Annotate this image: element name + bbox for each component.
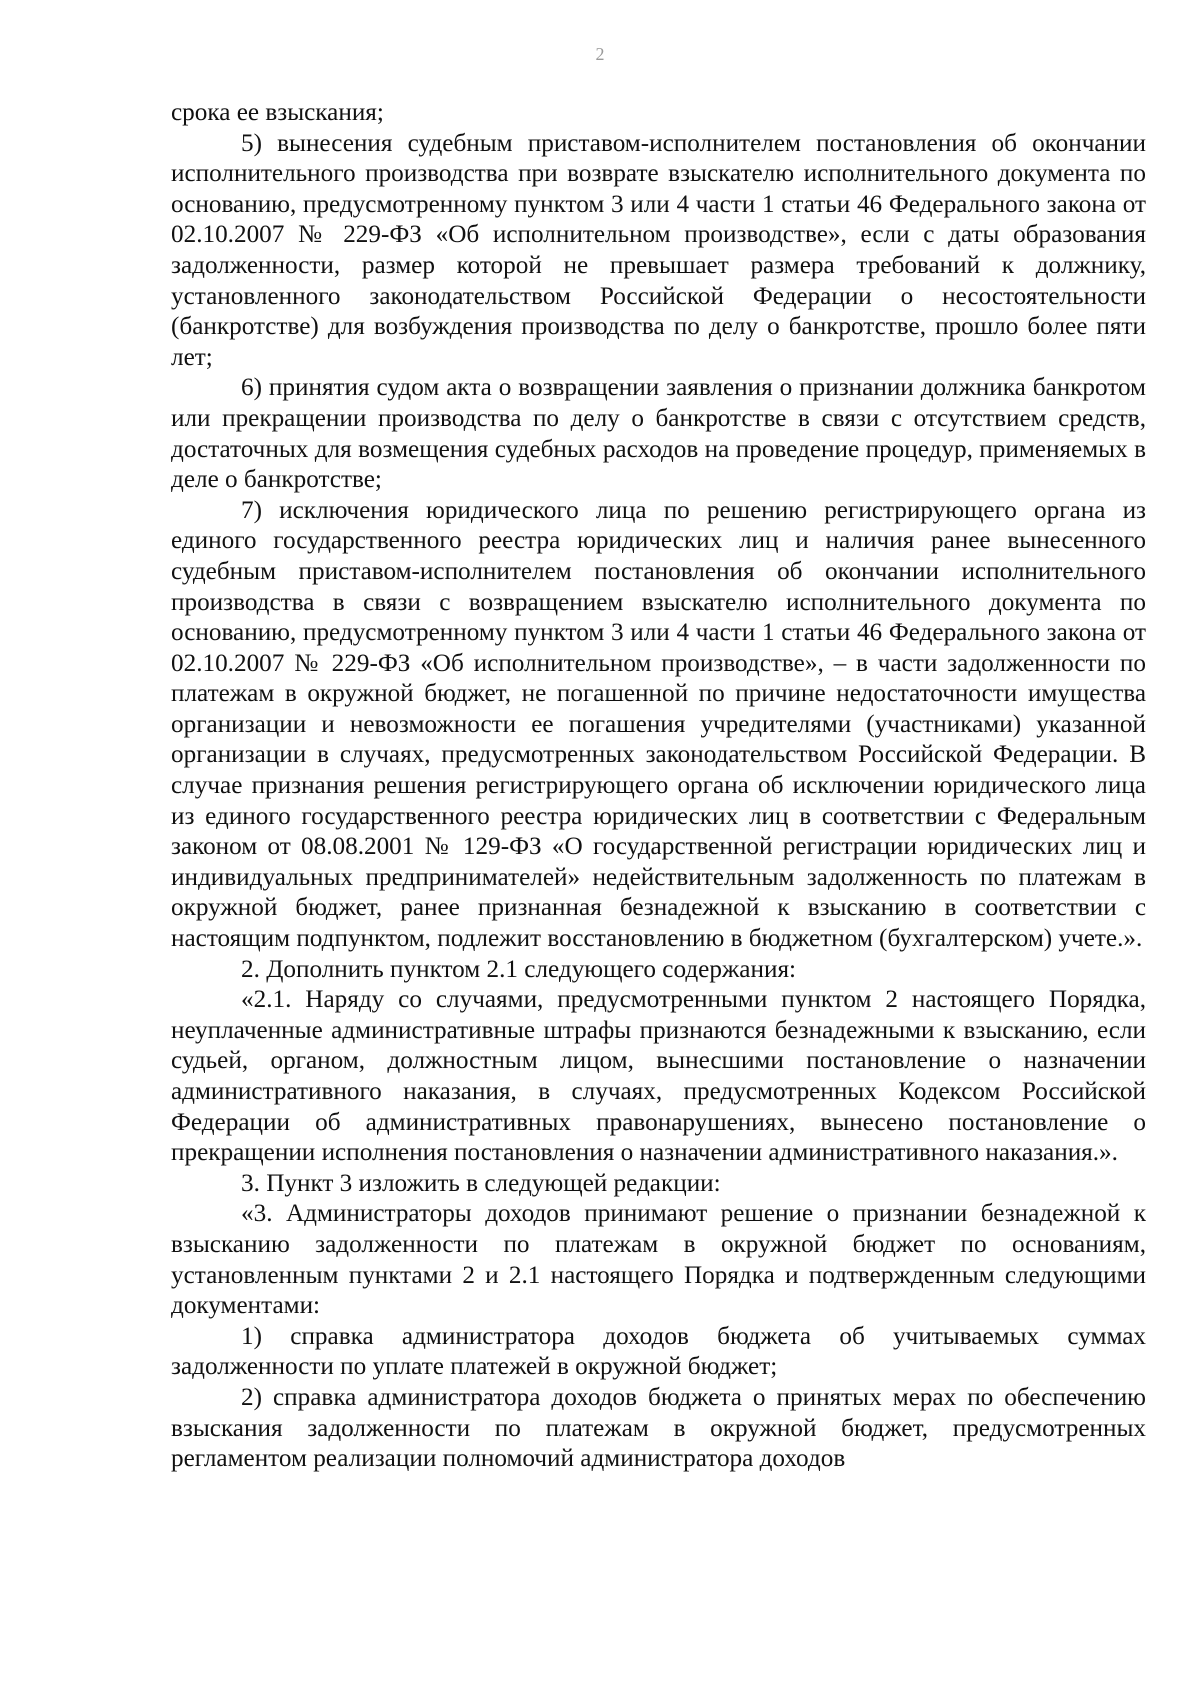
page-number: 2 bbox=[595, 44, 605, 64]
paragraph-continuation: срока ее взыскания; bbox=[171, 99, 384, 126]
paragraph-clause-2-1: «2.1. Наряду со случаями, предусмотренными пунктом 2 настоящего Порядка, неуплаченные административные штрафы признаются безнадежными к взысканию, если судьей, органом, должностным лицом, вынесшими постановление о назначении административного наказания, в случаях, предусмотренных Кодексом Российской Федерации об административных правонарушениях, вынесено постановление о прекращении исполнения постановления о назначении административного наказания.». bbox=[171, 986, 1146, 1167]
paragraph-item-6: 6) принятия судом акта о возвращении заявления о признании должника банкротом или прекращении производства по делу о банкротстве в связи с отсутствием средств, достаточных для возмещения судебных расходов на проведение процедур, применяемых в деле о банкротстве; bbox=[171, 374, 1146, 494]
paragraph-clause-2: 2. Дополнить пунктом 2.1 следующего содержания: bbox=[241, 955, 797, 983]
paragraph-subitem-2: 2) справка администратора доходов бюджета о принятых мерах по обеспечению взыскания задолженности по платежам в окружной бюджет, предусмотренных регламентом реализации полномочий администратора доходов bbox=[171, 1383, 1146, 1473]
paragraph-subitem-1: 1) справка администратора доходов бюджета об учитываемых суммах задолженности по уплате платежей в окружной бюджет; bbox=[171, 1322, 1146, 1381]
paragraph-item-7: 7) исключения юридического лица по решению регистрирующего органа из единого государственного реестра юридических лиц и наличия ранее вынесенного судебным приставом-исполнителем постановления об окончании исполнительного производства в связи с возвращением взыскателю исполнительного документа по основанию, предусмотренному пунктом 3 или 4 части 1 статьи 46 Федерального закона от 02.10.2007 № 229-ФЗ «Об исполнительном производстве», – в части задолженности по платежам в окружной бюджет, не погашенной по причине недостаточности имущества организации и невозможности ее погашения учредителями (участниками) указанной организации в случаях, предусмотренных законодательством Российской Федерации. В случае признания решения регистрирующего органа об исключении юридического лица из единого государственного реестра юридических лиц в соответствии с Федеральным законом от 08.08.2001 № 129-ФЗ «О государственной регистрации юридических лиц и индивидуальных предпринимателей» недействительным задолженность по платежам в окружной бюджет, ранее признанная безнадежной к взысканию в соответствии с настоящим подпунктом, подлежит восстановлению в бюджетном (бухгалтерском) учете.». bbox=[171, 496, 1146, 953]
document-body bbox=[171, 98, 1146, 1475]
paragraph-clause-3-text: «3. Администраторы доходов принимают решение о признании безнадежной к взысканию задолженности по платежам в окружной бюджет по основаниям, установленным пунктами 2 и 2.1 настоящего Порядка и подтвержденным следующими документами: bbox=[171, 1200, 1146, 1320]
paragraph-clause-3: 3. Пункт 3 изложить в следующей редакции: bbox=[241, 1169, 721, 1197]
paragraph-item-5: 5) вынесения судебным приставом-исполнителем постановления об окончании исполнительного производства при возврате взыскателю исполнительного документа по основанию, предусмотренному пунктом 3 или 4 части 1 статьи 46 Федерального закона от 02.10.2007 № 229-ФЗ «Об исполнительном производстве», если с даты образования задолженности, размер которой не превышает размера требований к должнику, установленного законодательством Российской Федерации о несостоятельности (банкротстве) для возбуждения производства по делу о банкротстве, прошло более пяти лет; bbox=[171, 129, 1146, 371]
